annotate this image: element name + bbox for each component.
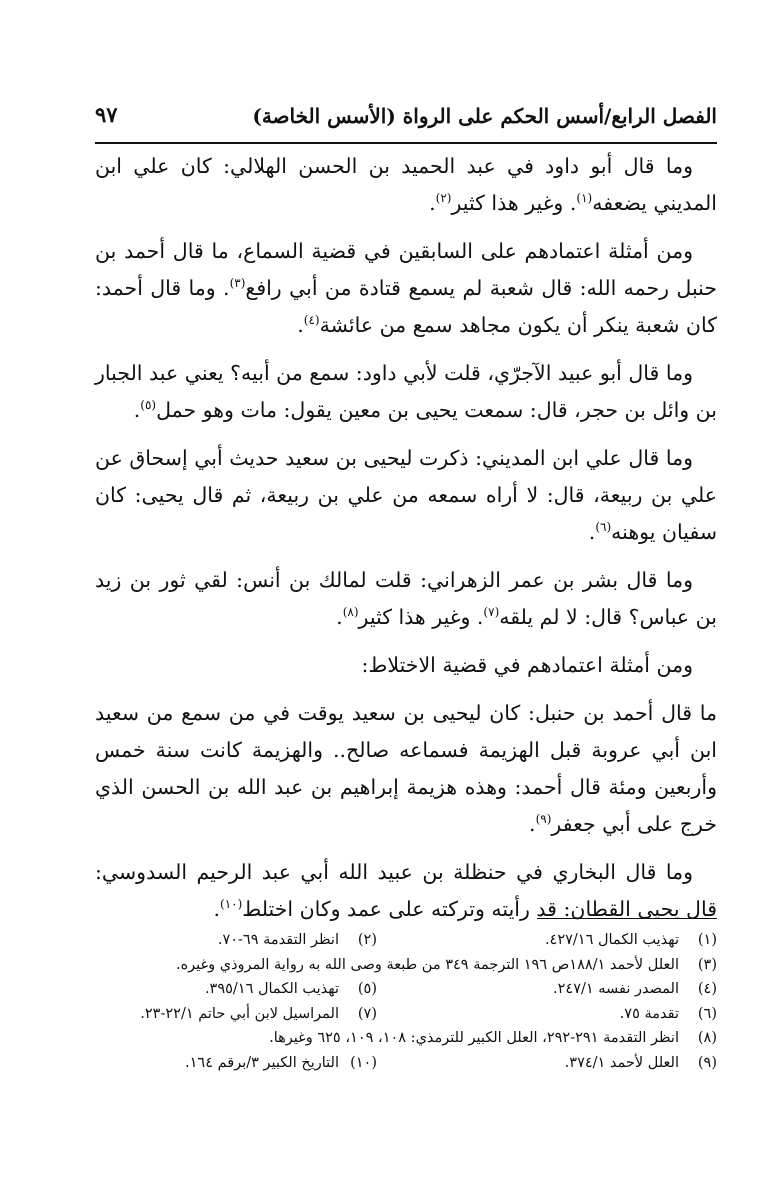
footnote-rule <box>537 918 717 919</box>
footnote-row <box>95 1026 717 1051</box>
footnote: (٥) تهذيب الكمال ٣٩٥/١٦. <box>204 981 377 997</box>
body-text <box>95 148 717 939</box>
footnote-ref: (٨) <box>342 605 359 620</box>
paragraph: وما قال أبو عبيد الآجرّي، قلت لأبي داود: سمع من أبيه؟ يعني عبد الجبار بن وائل بن حجر، قال: سمعت يحيى بن معين يقول: مات وهو حمل$^{(٥)}$. <box>95 361 717 422</box>
paragraph: ومن أمثلة اعتمادهم في قضية الاختلاط: <box>361 653 693 677</box>
paragraph: وما قال البخاري في حنظلة بن عبيد الله أبي عبد الرحيم السدوسي: قال يحيى القطان: قد رأيته وتركته على عمد وكان اختلط$^{(١٠)}$. <box>95 860 717 921</box>
footnote-ref: (١) <box>576 191 593 206</box>
footnote: (٨) انظر التقدمة ٢٩١-٢٩٢، العلل الكبير للترمذي: ١٠٨، ١٠٩، ٦٢٥ وغيرها. <box>269 1030 717 1046</box>
footnote-ref: (٣) <box>229 276 246 291</box>
footnote: (٤) المصدر نفسه ٢٤٧/١. <box>553 981 717 997</box>
paragraph: وما قال علي ابن المديني: ذكرت ليحيى بن سعيد حديث أبي إسحاق عن علي بن ربيعة، قال: لا أراه سمعه من علي بن ربيعة، ثم قال يحيى: كان سفيان يوهنه$^{(٦)}$. <box>95 446 717 544</box>
footnote: (٦) تقدمة ٧٥. <box>619 1005 717 1022</box>
footnote-ref: (١٠) <box>220 897 243 912</box>
footnote: (٩) العلل لأحمد ٣٧٤/١. <box>564 1054 717 1071</box>
footnote-row <box>95 928 717 953</box>
paragraph: وما قال أبو داود في عبد الحميد بن الحسن الهلالي: كان علي ابن المديني يضعفه$^{(١)}$. وغير هذا كثير$^{(٢)}$. <box>95 154 717 215</box>
footnote-ref: (٤) <box>303 313 320 328</box>
footnote: (٢) انظر التقدمة ٦٩-٧٠. <box>217 932 377 948</box>
footnote-ref: (٢) <box>435 191 452 206</box>
footnote: (٣) العلل لأحمد ١٨٨/١ص ١٩٦ الترجمة ٣٤٩ من طبعة وصى الله به رواية المروذي وغيره. <box>175 956 717 973</box>
paragraph: ومن أمثلة اعتمادهم على السابقين في قضية السماع، ما قال أحمد بن حنبل رحمه الله: قال شعبة لم يسمع قتادة من أبي رافع$^{(٣)}$. وما قال أحمد: كان شعبة ينكر أن يكون مجاهد سمع من عائشة$^{(٤)}$. <box>95 239 717 337</box>
paragraph: ما قال أحمد بن حنبل: كان ليحيى بن سعيد يوقت في من سمع من سعيد ابن أبي عروبة قبل الهزيمة فسماعه صالح.. والهزيمة كانت سنة خمس وأربعين ومئة قال أحمد: وهذه هزيمة إبراهيم بن عبد الله بن الحسن الذي خرج على أبي جعفر$^{(٩)}$. <box>95 701 717 836</box>
footnote-ref: (٥) <box>140 398 157 413</box>
footnote-ref: (٩) <box>535 812 552 827</box>
footnotes <box>95 928 717 1075</box>
footnote-row <box>95 953 717 978</box>
footnote: (١٠) التاريخ الكبير ٣/برقم ١٦٤. <box>185 1054 377 1071</box>
footnote-row <box>95 1051 717 1076</box>
footnote-row <box>95 1002 717 1027</box>
page-header <box>95 100 717 140</box>
footnote: (١) تهذيب الكمال ٤٢٧/١٦. <box>544 932 717 948</box>
paragraph: وما قال بشر بن عمر الزهراني: قلت لمالك بن أنس: لقي ثور بن زيد بن عباس؟ قال: لا لم يلقه$^{(٧)}$. وغير هذا كثير$^{(٨)}$. <box>95 568 717 629</box>
running-title: الفصل الرابع/أسس الحكم على الرواة (الأسس الخاصة) <box>252 104 717 128</box>
header-rule <box>95 142 717 144</box>
footnote-row <box>95 977 717 1002</box>
footnote-ref: (٦) <box>595 520 612 535</box>
footnote-ref: (٧) <box>483 605 500 620</box>
footnote: (٧) المراسيل لابن أبي حاتم ٢٢/١-٢٣. <box>140 1005 377 1022</box>
page-number: ٩٧ <box>95 102 118 127</box>
